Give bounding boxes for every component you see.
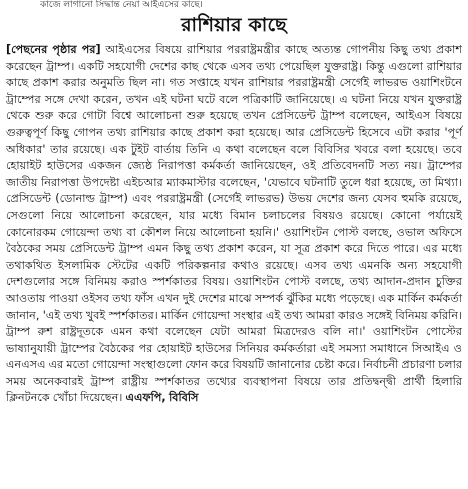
article-body [6,42,462,407]
article-headline: রাশিয়ার কাছে [181,14,287,36]
previous-article-fragment: কাজে লাগানো সিদ্ধান্ত নেয়া আইএসের কাছে। [40,0,203,10]
article-text: আইএসের বিষয়ে রাশিয়ার পররাষ্ট্রমন্ত্রীর কাছে অত্যন্ত গোপনীয় কিছু তথ্য প্রকাশ করেছেন ট্রাম্প। একটি সহযোগী দেশের কাছ থেকে এসব তথ্য পেয়েছিল যুক্তরাষ্ট্র। কিন্তু এগুলো রাশিয়ার কাছে প্রকাশ করার অনুমতি ছিল না। গত সপ্তাহে যখন রাশিয়ার পররাষ্ট্রমন্ত্রী সের্গেই লাভরভ ওয়াশিংটনে ট্রাম্পের সঙ্গে দেখা করেন, তখন এই ঘটনা ঘটে বলে পত্রিকাটি জানিয়েছে। এ ঘটনা নিয়ে যখন যুক্তরাষ্ট্র থেকে শুরু করে গোটা বিশ্বে আলোচনা শুরু হয়েছে তখন প্রেসিডেন্ট ট্রাম্প বলেছেন, আইএস বিষয়ে গুরুত্বপূর্ণ কিছু গোপন তথ্য রাশিয়ার কাছে প্রকাশ করা হয়েছে। আর প্রেসিডেন্ট হিসেবে এটা করার 'পূর্ণ অধিকার' তার রয়েছে। এক টুইট বার্তায় তিনি এ কথা বলেছেন বলে বিবিসির খবরে বলা হয়েছে। তবে হোয়াইট হাউসের একজন জ্যেষ্ঠ নিরাপত্তা কর্মকর্তা জানিয়েছেন, ওই প্রতিবেদনটি সত্য নয়। ট্রাম্পের জাতীয় নিরাপত্তা উপদেষ্টা এইচআর ম্যাকমাস্টার বলেছেন, 'যেভাবে ঘটনাটি তুলে ধরা হয়েছে, তা মিথ্যা। প্রেসিডেন্ট (ডোনাল্ড ট্রাম্প) এবং পররাষ্ট্রমন্ত্রী (সের্গেই লাভরভ) উভয় দেশের জন্য যেসব হুমকি রয়েছে, সেগুলো নিয়ে আলোচনা করেছেন, যার মধ্যে বিমান চলাচলের বিষয়ও রয়েছে। কোনো পর্যায়েই কোনোরকম গোয়েন্দা তথ্য বা কৌশল নিয়ে আলোচনা হয়নি।' ওয়াশিংটন পোস্ট বলছে, ওভাল অফিসে বৈঠকের সময় প্রেসিডেন্ট ট্রাম্প এমন কিছু তথ্য প্রকাশ করেন, যা সূত্র প্রকাশ করে দিতে পারে। এর মধ্যে তথাকথিত ইসলামিক স্টেটের একটি পরিকল্পনার কথাও রয়েছে। এসব তথ্য এমনকি অন্য সহযোগী দেশগুলোর সঙ্গে বিনিময় করাও স্পর্শকাতর বিষয়। ওয়াশিংটন পোস্ট বলছে, তথ্য আদান-প্রদান চুক্তির আওতায় পাওয়া ওইসব তথ্য ফাঁস এখন দুই দেশের মাঝে সম্পর্ক ঝুঁকির মধ্যে পড়েছে। এক মার্কিন কর্মকর্তা জানান, 'এই তথ্য খুবই স্পর্শকাতর। মার্কিন গোয়েন্দা সংস্থার এই তথ্য আমরা কারও সঙ্গেই বিনিময় করিনি। ট্রাম্প রুশ রাষ্ট্রদূতকে এমন কথা বলেছেন যেটা আমরা মিত্রদেরও বলি না।' ওয়াশিংটন পোস্টের ভাষ্যানুযায়ী ট্রাম্পের বৈঠকের পর হোয়াইট হাউসের সিনিয়র কর্মকর্তারা এই সমস্যা সমাধানে সিআইএ ও এনএসএ এর মতো গোয়েন্দা সংস্থাগুলো ফোন করে বিষয়টি জানানোর চেষ্টা করে। নির্বাচনী প্রচারণা চলার সময় অনেকবারই ট্রাম্প রাষ্ট্রীয় স্পর্শকাতর তথ্যের ব্যবস্থাপনা বিষয়ে তার প্রতিদ্বন্দ্বী প্রার্থী হিলারি ক্লিনটনকে খোঁচা দিয়েছেন। [6,43,462,405]
continued-label: [পেছনের পৃষ্ঠার পর] [6,43,101,56]
news-source: এএফপি, বিবিসি [125,391,199,405]
